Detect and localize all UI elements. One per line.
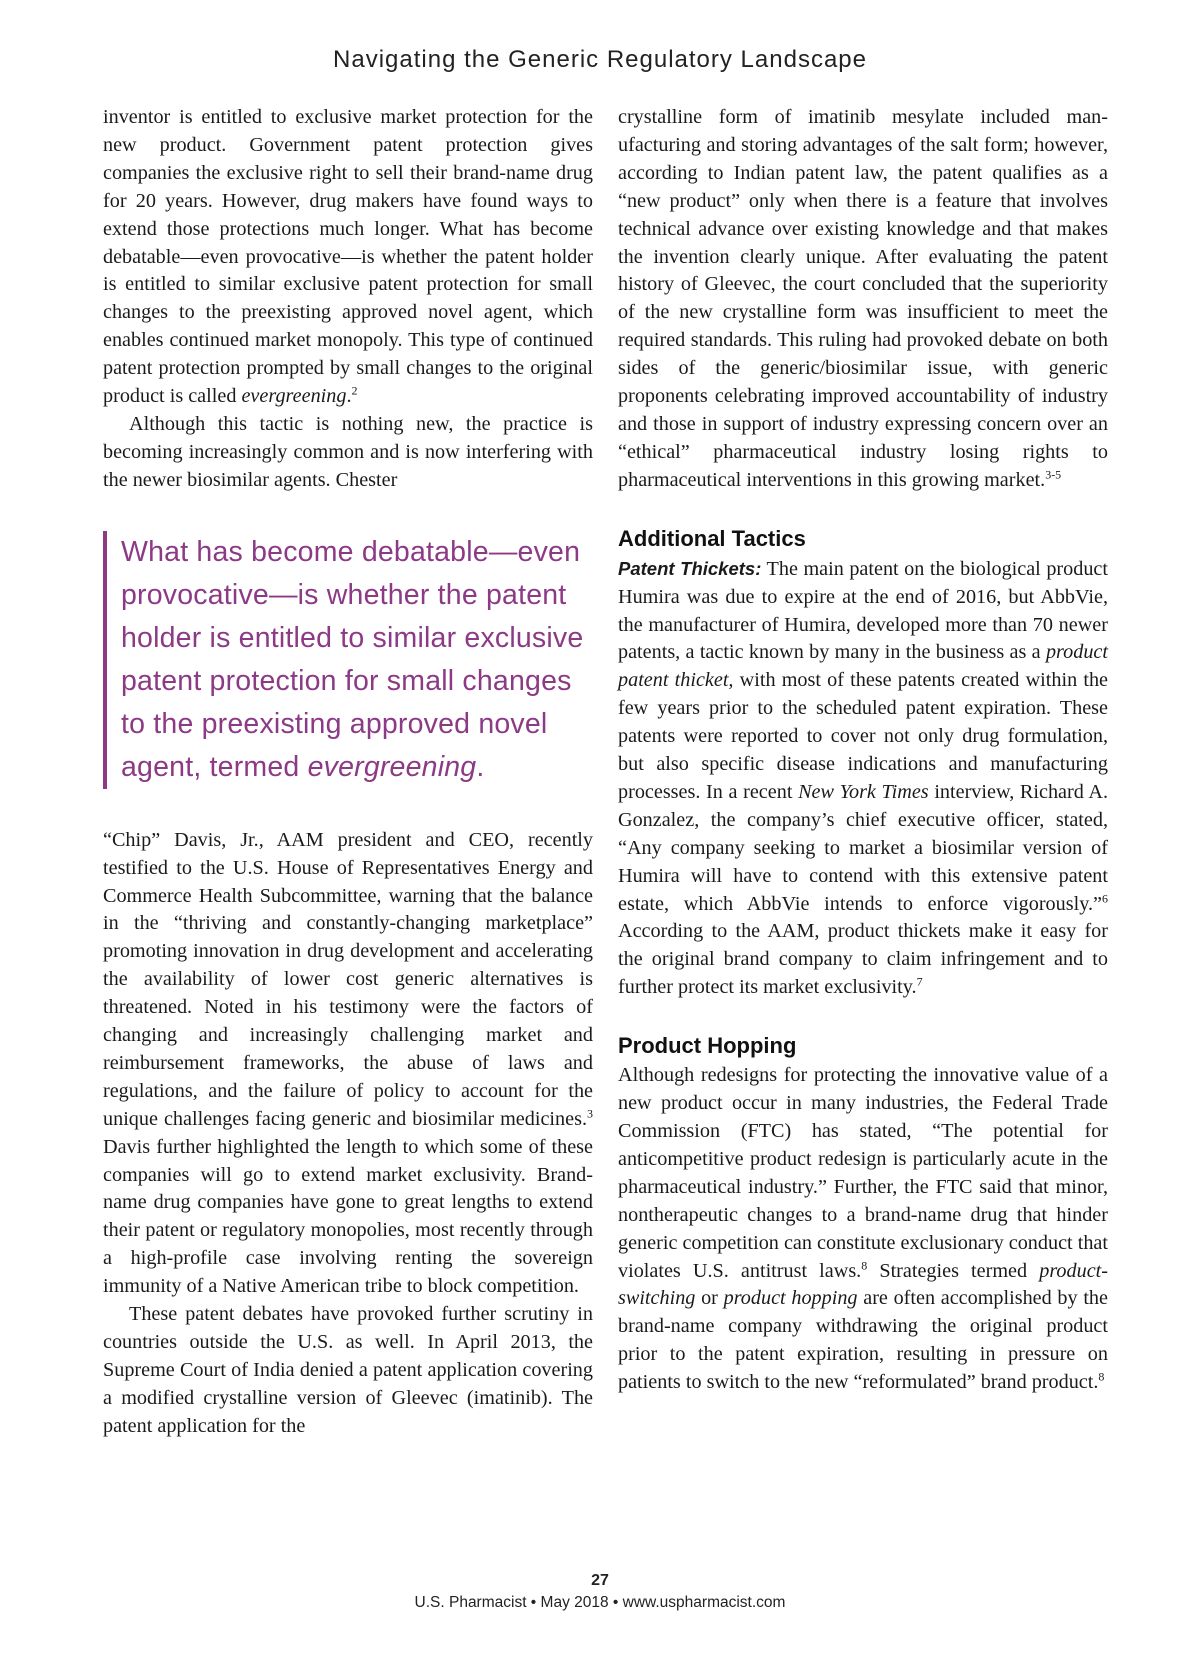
reference-superscript: 3-5 — [1045, 467, 1062, 482]
paragraph: crystalline form of imatinib mesylate included manufacturing and storing advantages of the salt form; however, according to Indian patent law, the patent qualifies as a “new product” only when there is a feature that involves technical advance over existing knowledge and that makes the invention clearly unique. After evaluating the patent history of Gleevec, the court concluded that the superiority of the new crystalline form was insufficient to meet the required standards. This ruling had provoked debate on both sides of the generic/biosimilar issue, with generic proponents celebrating improved accountability of industry and those in support of industry expressing concern over an “ethical” pharmaceutical industry losing rights to pharmaceutical interventions in this growing market.$^{3-5}$ — [618, 106, 1108, 491]
paragraph: Although this tactic is nothing new, the practice is becoming increasingly common and is now interfering with the newer biosimilar agents. Chester — [103, 412, 593, 491]
reference-superscript: 8 — [1098, 1369, 1105, 1384]
reference-superscript: 6 — [1102, 890, 1108, 905]
paragraph: inventor is entitled to exclusive market protection for the new product. Government patent protection gives companies the exclusive right to sell their brand-name drug for 20 years. However, drug makers have found ways to extend those protections much longer. What has become debatable—even provocative—is whether the patent holder is entitled to similar exclusive patent protection for small changes to the preexisting approved novel agent, which enables continued market monopoly. This type of continued patent protection prompted by small changes to the original product is called evergreening.$^2$ — [103, 106, 593, 408]
paragraph: Although redesigns for protecting the innovative value of a new product occur in many industries, the Federal Trade Commission (FTC) has stated, “The potential for anticompetitive product redesign is particularly acute in the pharmaceutical industry.” Further, the FTC said that minor, nontherapeutic changes to a brand-name drug that hinder generic competition can constitute exclusionary conduct that violates U.S. antitrust laws.$^8$ Strategies termed product-switching or product hopping are often accomplished by the brand-name company withdrawing the original product prior to the patent expiration, resulting in pressure on patients to switch to the new “reformulated” brand product.$^8$ — [618, 1064, 1108, 1394]
left-column — [103, 104, 593, 1441]
right-column — [618, 104, 1108, 1397]
page-number: 27 — [591, 1572, 609, 1589]
reference-superscript: 8 — [861, 1257, 868, 1272]
section-heading: Additional Tactics — [618, 525, 806, 551]
paragraph: Patent Thickets: The main patent on the biological product Humira was due to expire at the end of 2016, but AbbVie, the manufacturer of Humira, developed more than 70 newer patents, a tactic known by many in the business as a product patent thicket, with most of these patents created within the few years prior to the scheduled patent expiration. These patents were reported to cover not only drug formulation, but also specific disease indications and manufacturing processes. In a recent New York Times interview, Richard A. Gonzalez, the company’s chief executive officer, stated, “Any company seeking to market a biosimilar version of Humira will have to contend with this extensive patent estate, which AbbVie intends to enforce vigorously.”$^6$ According to the AAM, product thickets make it easy for the original brand company to claim infringement and to further protect its market exclusivity.$^7$ — [618, 557, 1108, 999]
run-in-heading: Patent Thickets: — [618, 557, 762, 579]
section-heading: Product Hopping — [618, 1033, 797, 1059]
running-header: Navigating the Generic Regulatory Landscape — [333, 46, 867, 73]
pull-quote: What has become debatable—even provocative—is whether the patent holder is entitled to similar exclusive patent protection for small changes to the preexisting approved novel agent, termed evergreening. — [103, 531, 593, 789]
paragraph: “Chip” Davis, Jr., AAM president and CEO, recently testified to the U.S. House of Representatives Energy and Commerce Health Subcommittee, warning that the balance in the “thriving and constantly-changing marketplace” promoting innovation in drug development and accelerating the availability of lower cost generic alternatives is threatened. Noted in his testimony were the factors of changing and increasingly challenging market and reimbursement frameworks, the abuse of laws and regulations, and the failure of policy to account for the unique challenges facing generic and biosimilar medicines.$^3$ Davis further highlighted the length to which some of these companies will go to extend market exclusivity. Brand-name drug companies have gone to great lengths to extend their patent or regulatory monopolies, most recently through a high-profile case involving renting the sovereign immunity of a Native American tribe to block competition. — [103, 828, 593, 1298]
paragraph: These patent debates have provoked further scrutiny in countries outside the U.S. as well. In April 2013, the Supreme Court of India denied a patent application covering a modified crystalline version of Gleevec (imatinib). The patent application for the — [103, 1303, 593, 1437]
reference-superscript: 3 — [587, 1106, 593, 1121]
reference-superscript: 2 — [351, 383, 358, 398]
reference-superscript: 7 — [916, 974, 923, 989]
publication-footer: U.S. Pharmacist • May 2018 • www.uspharmacist.com — [414, 1594, 786, 1611]
